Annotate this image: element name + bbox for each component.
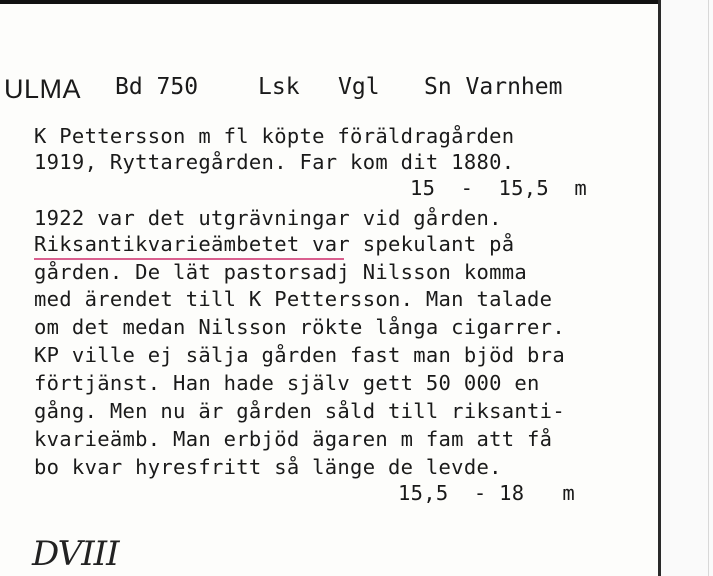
landskap-label: Lsk [258,74,300,100]
record-line-9: förtjänst. Han hade själv gett 50 000 en [34,371,540,395]
page-range-2: 15,5 - 18 m [398,481,575,505]
record-line-11: kvarieämb. Man erbjöd ägaren m fam att få [34,427,553,451]
category-label: Vgl [338,74,380,100]
page-range-1: 15 - 15,5 m [410,176,587,200]
record-line-6: med ärendet till K Pettersson. Man talade [34,287,553,311]
volume-number: Bd 750 [115,74,199,100]
parish-label: Sn Varnhem [424,74,563,100]
record-line-4: Riksantikvarieämbetet var spekulant på [34,232,515,256]
record-line-12: bo kvar hyresfritt så länge de levde. [34,455,502,479]
record-line-7: om det medan Nilsson rökte långa cigarrer. [34,315,565,339]
card-top-edge [0,0,713,4]
record-line-1: K Pettersson m fl köpte föräldragården [34,124,515,148]
record-line-5: gården. De lät pastorsadj Nilsson komma [34,260,528,284]
archive-name: ULMA [4,74,82,104]
record-line-8: KP ville ej sälja gården fast man bjöd bra [34,343,565,367]
record-line-3: 1922 var det utgrävningar vid gården. [34,206,502,230]
background-strip [661,0,713,576]
background-divider [708,0,709,576]
signature-mark: DVIII [32,534,119,574]
record-line-10: gång. Men nu är gården såld till riksanti- [34,399,565,423]
record-line-2: 1919, Ryttaregården. Far kom dit 1880. [34,150,515,174]
